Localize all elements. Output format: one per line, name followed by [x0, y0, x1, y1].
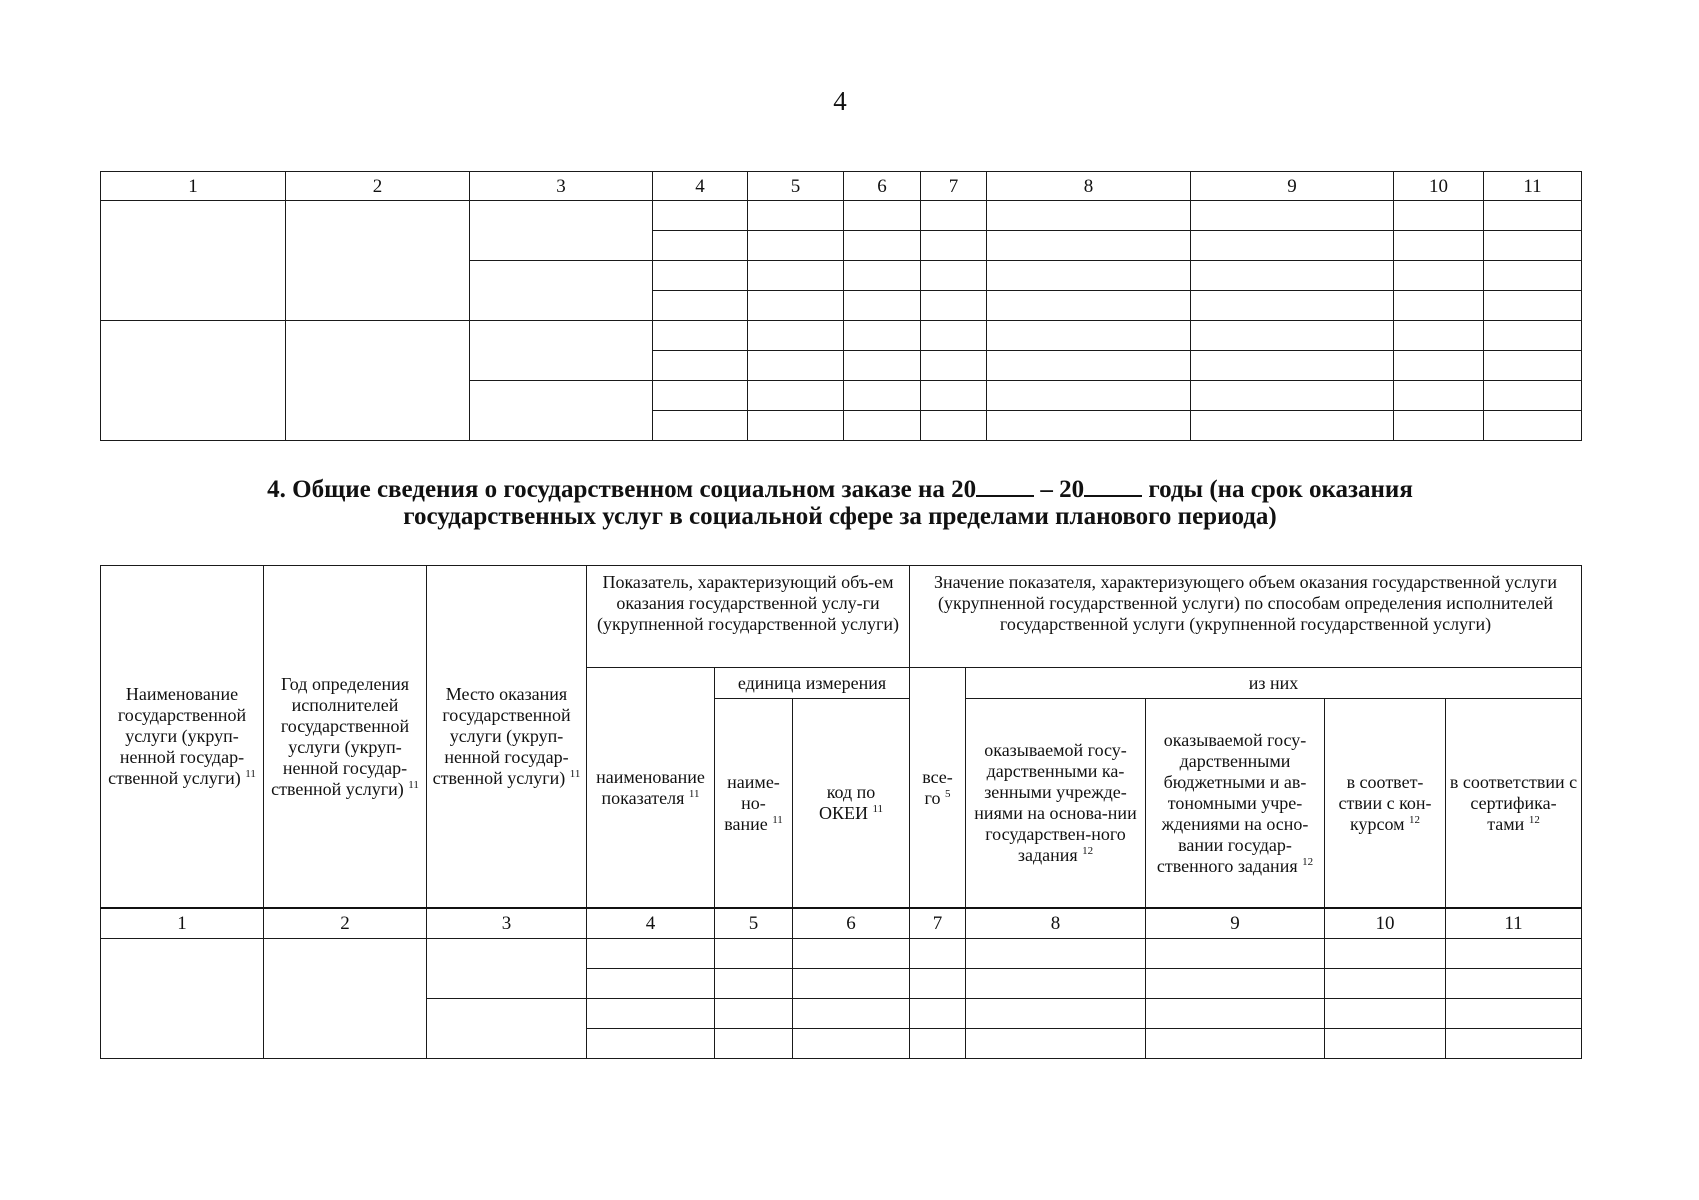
- blank-cell: [844, 201, 921, 231]
- table-row: [101, 321, 1582, 351]
- blank-cell: [1394, 261, 1484, 291]
- blank-cell: [921, 231, 987, 261]
- blank-cell: [844, 321, 921, 351]
- blank-cell: [844, 411, 921, 441]
- column-number: 3: [470, 172, 653, 201]
- blank-cell: [470, 201, 653, 261]
- blank-cell: [1146, 1029, 1325, 1059]
- blank-cell: [715, 969, 793, 999]
- header-budget-autonomous: оказываемой госу-дарственными бюджетными и ав-тономными учре-ждениями на осно-вании государ-ственного задания $^{12}$: [1146, 699, 1325, 909]
- blank-cell: [653, 201, 748, 231]
- header-indicator-name: наименование показателя $^{11}$: [587, 668, 715, 909]
- blank-cell: [793, 1029, 910, 1059]
- blank-cell: [966, 999, 1146, 1029]
- column-number: 10: [1394, 172, 1484, 201]
- blank-cell: [101, 321, 286, 441]
- blank-cell: [1484, 201, 1582, 231]
- blank-cell: [987, 201, 1191, 231]
- blank-cell: [470, 321, 653, 381]
- blank-cell: [653, 231, 748, 261]
- column-number: 4: [653, 172, 748, 201]
- blank-cell: [653, 381, 748, 411]
- blank-cell: [470, 381, 653, 441]
- title-text: – 20: [1040, 476, 1085, 503]
- blank-cell: [1484, 231, 1582, 261]
- column-number: 4: [587, 908, 715, 939]
- table-row: [101, 939, 1582, 969]
- blank-cell: [987, 411, 1191, 441]
- column-number: 3: [427, 908, 587, 939]
- blank-cell: [715, 1029, 793, 1059]
- blank-cell: [987, 291, 1191, 321]
- blank-cell: [1325, 939, 1446, 969]
- header-by-tender: в соответ-ствии с кон-курсом $^{12}$: [1325, 699, 1446, 909]
- blank-cell: [1191, 321, 1394, 351]
- blank-cell: [1191, 261, 1394, 291]
- year-blank: [976, 475, 1034, 497]
- column-number: 1: [101, 172, 286, 201]
- column-number: 7: [910, 908, 966, 939]
- blank-cell: [1325, 999, 1446, 1029]
- blank-cell: [1446, 939, 1582, 969]
- blank-cell: [921, 321, 987, 351]
- blank-cell: [1394, 291, 1484, 321]
- blank-cell: [1146, 999, 1325, 1029]
- blank-cell: [921, 291, 987, 321]
- blank-cell: [844, 231, 921, 261]
- blank-cell: [748, 321, 844, 351]
- blank-cell: [653, 261, 748, 291]
- blank-cell: [966, 939, 1146, 969]
- blank-cell: [1484, 351, 1582, 381]
- column-number: 11: [1484, 172, 1582, 201]
- blank-cell: [1146, 939, 1325, 969]
- blank-cell: [1394, 201, 1484, 231]
- blank-cell: [921, 381, 987, 411]
- blank-cell: [1191, 201, 1394, 231]
- blank-cell: [101, 939, 264, 1059]
- column-number: 5: [748, 172, 844, 201]
- blank-cell: [1191, 381, 1394, 411]
- blank-cell: [1446, 999, 1582, 1029]
- blank-cell: [1484, 321, 1582, 351]
- header-indicator-value: Значение показателя, характеризующего объем оказания государственной услуги (укрупненной государственной услуги) по способам определения исполнителей государственной услуги (укрупненной государственной услуги): [910, 566, 1582, 668]
- column-number: 1: [101, 908, 264, 939]
- column-number: 2: [286, 172, 470, 201]
- year-blank: [1084, 475, 1142, 497]
- blank-cell: [1446, 969, 1582, 999]
- blank-cell: [987, 231, 1191, 261]
- blank-cell: [1394, 351, 1484, 381]
- section-title-line-1: [0, 475, 1680, 503]
- header-okei-code: код по ОКЕИ $^{11}$: [793, 699, 910, 909]
- column-number: 10: [1325, 908, 1446, 939]
- blank-cell: [748, 351, 844, 381]
- header-unit-name: наиме-но-вание $^{11}$: [715, 699, 793, 909]
- blank-cell: [286, 321, 470, 441]
- blank-cell: [921, 351, 987, 381]
- header-provider-year: Год определения исполнителей государственной услуги (укруп-ненной государ-ственной услуги) $^{11}$: [264, 566, 427, 909]
- blank-cell: [1446, 1029, 1582, 1059]
- blank-cell: [844, 381, 921, 411]
- column-number: 5: [715, 908, 793, 939]
- blank-cell: [1484, 381, 1582, 411]
- column-number-row: [101, 908, 1582, 939]
- table-row: [101, 201, 1582, 231]
- blank-cell: [1484, 411, 1582, 441]
- header-unit-group: единица измерения: [715, 668, 910, 699]
- blank-cell: [748, 381, 844, 411]
- continuation-table: [100, 171, 1582, 441]
- blank-cell: [921, 411, 987, 441]
- blank-cell: [1394, 231, 1484, 261]
- blank-cell: [1191, 411, 1394, 441]
- header-service-name: Наименование государственной услуги (укруп-ненной государ-ственной услуги) $^{11}$: [101, 566, 264, 909]
- blank-cell: [910, 939, 966, 969]
- blank-cell: [844, 291, 921, 321]
- blank-cell: [748, 291, 844, 321]
- column-number: 2: [264, 908, 427, 939]
- blank-cell: [1325, 969, 1446, 999]
- blank-cell: [966, 969, 1146, 999]
- blank-cell: [1394, 411, 1484, 441]
- blank-cell: [587, 999, 715, 1029]
- header-by-certificates: в соответствии с сертифика-тами $^{12}$: [1446, 699, 1582, 909]
- blank-cell: [987, 321, 1191, 351]
- blank-cell: [910, 999, 966, 1029]
- column-number: 8: [987, 172, 1191, 201]
- blank-cell: [470, 261, 653, 321]
- blank-cell: [1146, 969, 1325, 999]
- blank-cell: [587, 1029, 715, 1059]
- blank-cell: [844, 261, 921, 291]
- blank-cell: [910, 969, 966, 999]
- blank-cell: [748, 411, 844, 441]
- blank-cell: [653, 321, 748, 351]
- blank-cell: [1325, 1029, 1446, 1059]
- blank-cell: [793, 969, 910, 999]
- section-title-line-2: государственных услуг в социальной сфере за пределами планового периода): [403, 503, 1277, 530]
- page-number: 4: [833, 86, 847, 116]
- blank-cell: [427, 939, 587, 999]
- blank-cell: [987, 381, 1191, 411]
- blank-cell: [921, 201, 987, 231]
- blank-cell: [286, 201, 470, 321]
- blank-cell: [715, 999, 793, 1029]
- blank-cell: [793, 999, 910, 1029]
- title-text: годы (на срок оказания: [1148, 476, 1413, 503]
- blank-cell: [1394, 321, 1484, 351]
- blank-cell: [987, 261, 1191, 291]
- blank-cell: [264, 939, 427, 1059]
- blank-cell: [921, 261, 987, 291]
- header-state-institutions: оказываемой госу-дарственными ка-зенными учрежде-ниями на основа-нии государствен-ного задания $^{12}$: [966, 699, 1146, 909]
- blank-cell: [987, 351, 1191, 381]
- section-title: [0, 475, 1680, 530]
- blank-cell: [1484, 261, 1582, 291]
- blank-cell: [1191, 231, 1394, 261]
- title-text: 4. Общие сведения о государственном социальном заказе на 20: [267, 476, 977, 503]
- column-number: 9: [1146, 908, 1325, 939]
- blank-cell: [1191, 291, 1394, 321]
- blank-cell: [653, 291, 748, 321]
- header-service-place: Место оказания государственной услуги (укруп-ненной государ-ственной услуги) $^{11}$: [427, 566, 587, 909]
- header-of-them: из них: [966, 668, 1582, 699]
- blank-cell: [653, 351, 748, 381]
- column-number: 6: [844, 172, 921, 201]
- blank-cell: [587, 939, 715, 969]
- column-number: 6: [793, 908, 910, 939]
- blank-cell: [748, 231, 844, 261]
- blank-cell: [715, 939, 793, 969]
- blank-cell: [793, 939, 910, 969]
- blank-cell: [587, 969, 715, 999]
- blank-cell: [910, 1029, 966, 1059]
- blank-cell: [101, 201, 286, 321]
- blank-cell: [427, 999, 587, 1059]
- column-number: 7: [921, 172, 987, 201]
- blank-cell: [1394, 381, 1484, 411]
- blank-cell: [1191, 351, 1394, 381]
- column-number-row: [101, 172, 1582, 201]
- blank-cell: [748, 261, 844, 291]
- column-number: 11: [1446, 908, 1582, 939]
- header-total: все-го $^5$: [910, 668, 966, 909]
- blank-cell: [748, 201, 844, 231]
- blank-cell: [1484, 291, 1582, 321]
- blank-cell: [653, 411, 748, 441]
- header-volume-indicator: Показатель, характеризующий объ-ем оказания государственной услу-ги (укрупненной государственной услуги): [587, 566, 910, 668]
- blank-cell: [844, 351, 921, 381]
- blank-cell: [966, 1029, 1146, 1059]
- header-row: [101, 566, 1582, 668]
- column-number: 9: [1191, 172, 1394, 201]
- social-order-table: [100, 565, 1582, 1059]
- column-number: 8: [966, 908, 1146, 939]
